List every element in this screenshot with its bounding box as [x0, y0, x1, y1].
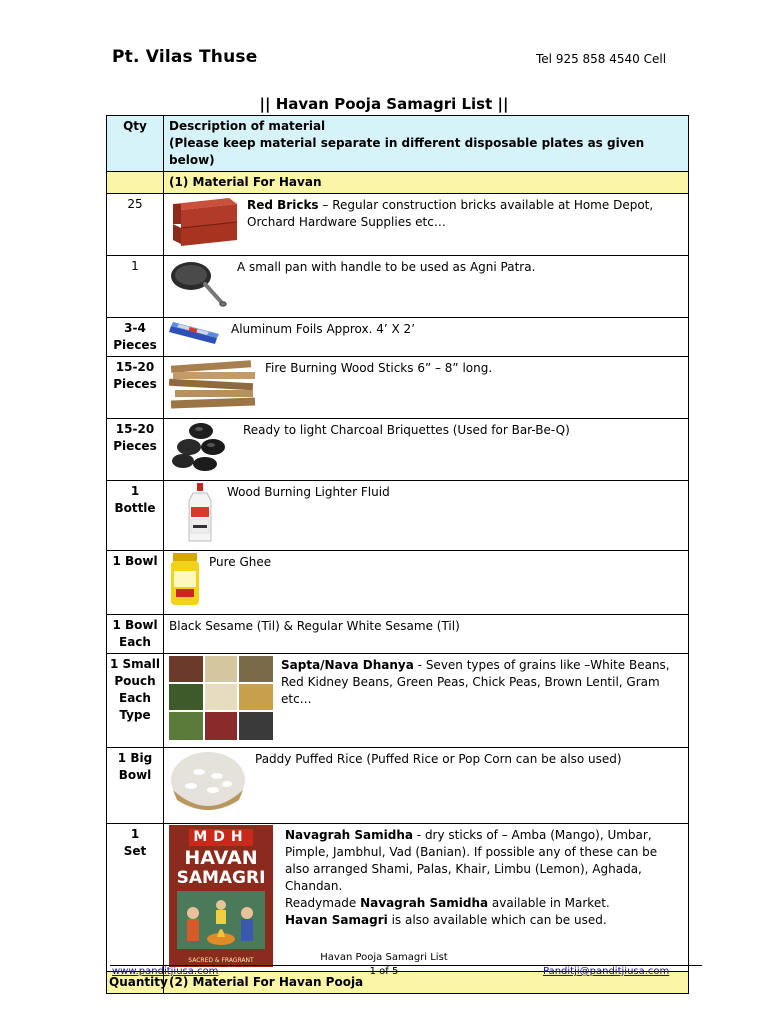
table-row — [107, 318, 689, 357]
red-bricks-image — [169, 196, 239, 253]
table-row — [107, 824, 689, 972]
puffed-rice-image — [169, 750, 247, 821]
table-row — [107, 748, 689, 824]
table-header-row — [107, 116, 689, 172]
row-qty: 1 Small Pouch Each Type — [107, 654, 164, 748]
item-description: Pure Ghee — [209, 555, 272, 569]
item-name: Red Bricks — [247, 198, 319, 212]
frying-pan-image — [169, 258, 229, 315]
qty-column-header: Qty — [107, 116, 164, 172]
item-name: Navagrah Samidha — [285, 828, 413, 842]
table-row — [107, 615, 689, 654]
item-description: - Seven types of grains like –White Beans, Red Kidney Beans, Green Peas, Chick Peas, Brown Lentil, Gram etc… — [281, 658, 670, 706]
item-description: A small pan with handle to be used as Agni Patra. — [237, 260, 536, 274]
aluminum-foil-image — [169, 320, 223, 351]
item-description-3: is also available which can be used. — [387, 913, 607, 927]
phone-number: Tel 925 858 4540 Cell — [536, 52, 667, 66]
table-row — [107, 194, 689, 256]
email-link[interactable]: Panditji@panditjiusa.com — [543, 966, 670, 977]
item-name: Sapta/Nava Dhanya — [281, 658, 414, 672]
row-qty: 1 — [107, 256, 164, 318]
item-name-2: Navagrah Samidha — [360, 896, 489, 910]
ghee-jar-image — [169, 553, 201, 612]
item-description: Aluminum Foils Approx. 4’ X 2’ — [231, 322, 416, 336]
section-title: (2) Material For Havan Pooja — [164, 972, 689, 994]
table-row — [107, 419, 689, 481]
section-title: (1) Material For Havan — [164, 172, 689, 194]
author-name: Pt. Vilas Thuse — [112, 47, 258, 67]
description-column-header — [164, 116, 689, 172]
table-row — [107, 256, 689, 318]
wood-sticks-image — [169, 359, 257, 416]
samagri-table — [106, 115, 689, 994]
pack-brand: MDH — [189, 829, 252, 846]
description-header-line2: (Please keep material separate in different disposable plates as given below) — [169, 136, 645, 167]
quantity-label: Quantity — [107, 972, 164, 994]
item-description: - dry sticks of – Amba (Mango), Umbar, Pimple, Jambhul, Vad (Banian). If possible any of these can be also arranged Shami, Palas, Khair, Limbu (Lemon), Aghada, Chandan. — [285, 828, 658, 893]
section-row-havan — [107, 172, 689, 194]
pack-title-line1: HAVAN — [184, 847, 258, 869]
item-description-2b: available in Market. — [488, 896, 610, 910]
item-description: – Regular construction bricks available at Home Depot, Orchard Hardware Supplies etc… — [247, 198, 654, 229]
table-row — [107, 551, 689, 615]
description-header-line1: Description of material — [169, 119, 326, 133]
row-qty: 1 Big Bowl — [107, 748, 164, 824]
page-number: 1 of 5 — [369, 966, 399, 977]
website-link[interactable]: www.panditjiusa.com — [112, 966, 219, 977]
charcoal-image — [169, 421, 235, 478]
grains-image — [169, 656, 273, 745]
item-description: Fire Burning Wood Sticks 6” – 8” long. — [265, 361, 493, 375]
footer-title: Havan Pooja Samagri List — [320, 952, 448, 963]
item-name-3: Havan Samagri — [285, 913, 388, 927]
row-qty: 15-20 Pieces — [107, 357, 164, 419]
item-description: Ready to light Charcoal Briquettes (Used for Bar-Be-Q) — [243, 423, 570, 437]
row-qty-unit: Set — [123, 844, 147, 858]
row-qty: 3-4 Pieces — [107, 318, 164, 357]
item-description: Black Sesame (Til) & Regular White Sesame (Til) — [169, 619, 460, 633]
row-qty: 1 — [130, 827, 140, 841]
item-description-2a: Readymade — [285, 896, 361, 910]
table-row — [107, 357, 689, 419]
havan-samagri-pack-image — [169, 825, 273, 967]
pack-illustration — [177, 891, 265, 949]
item-description: Paddy Puffed Rice (Puffed Rice or Pop Corn can be also used) — [255, 752, 622, 766]
table-row — [107, 654, 689, 748]
row-qty: 25 — [107, 194, 164, 256]
row-qty: 15-20 Pieces — [107, 419, 164, 481]
table-row — [107, 481, 689, 551]
lighter-fluid-image — [183, 483, 219, 548]
item-description: Wood Burning Lighter Fluid — [227, 485, 390, 499]
document-title: || Havan Pooja Samagri List || — [259, 95, 509, 113]
row-qty: 1 Bowl — [107, 551, 164, 615]
row-qty: 1 Bowl Each — [107, 615, 164, 654]
pack-tagline: SACRED & FRAGRANT — [188, 957, 254, 964]
row-qty: 1 Bottle — [107, 481, 164, 551]
pack-title-line2: SAMAGRI — [176, 868, 266, 888]
